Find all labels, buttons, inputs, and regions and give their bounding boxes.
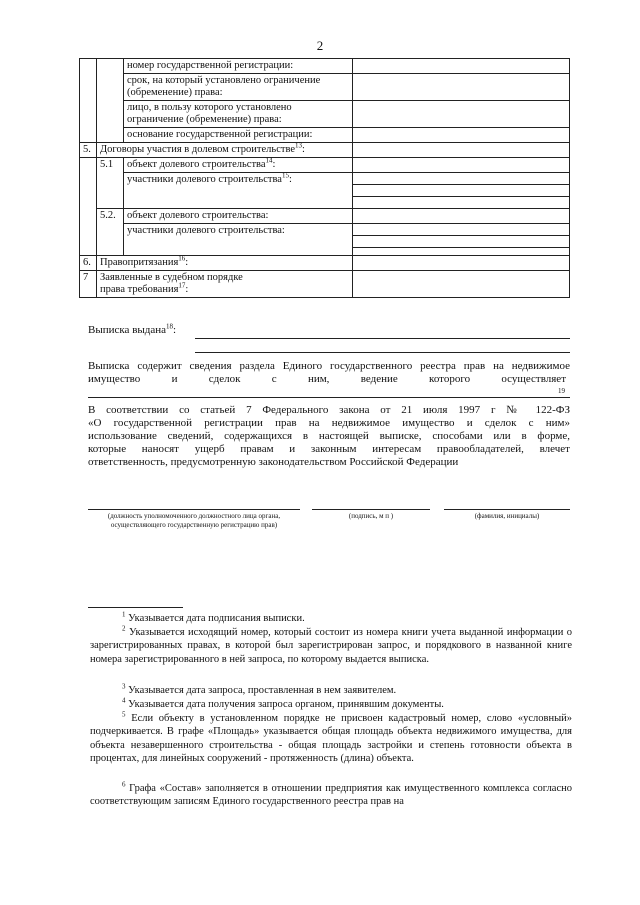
table-row [80, 59, 570, 74]
table-row: 7 Заявленные в судебном порядке права требования$^{17}$: [80, 271, 570, 298]
sub51-object-sup: 14 [265, 156, 273, 165]
row-person: лицо, в пользу которого установлено ограничение (обременение) права: [124, 101, 353, 128]
footnote-separator [88, 607, 183, 608]
table-row [80, 209, 570, 224]
sub51-participants-sup: 15 [281, 171, 289, 180]
table-row [80, 224, 570, 256]
sec6-label: Правопритязания [100, 257, 179, 268]
issued-line [195, 338, 570, 339]
name-line [444, 509, 570, 510]
name-caption: (фамилия, инициалы) [474, 512, 540, 520]
row-reg-number: номер государственной регистрации: [124, 59, 353, 74]
sec7-num: 7 [80, 271, 97, 298]
contains-line [88, 397, 570, 398]
table-row: 6. Правопритязания$^{16}$: [80, 256, 570, 271]
law-line-1: В соответствии со статьей 7 Федерального закона от 21 июля 1997 г № 122-ФЗ [88, 404, 570, 416]
registry-table [79, 58, 570, 298]
sub52-participants: участники долевого строительства: [124, 224, 353, 256]
table-row [80, 101, 570, 128]
contains-sup: 19 [558, 387, 565, 395]
sub52-num: 5.2. [97, 209, 124, 256]
sec5-num: 5. [80, 143, 97, 158]
footnote-3: $^3$ Указывается дата запроса, проставленная в нем заявителем. [122, 682, 397, 696]
law-line-2: «О государственной регистрации прав на недвижимое имущество и сделок с ним» [88, 417, 570, 429]
sec5-label: Договоры участия в долевом строительстве [100, 144, 296, 155]
footnote-2: $^2$ Указывается исходящий номер, который состоит из номера книги учета выданной информации о зарегистрированных правах, в которой был зарегистрирован запрос, и порядкового в названной книге номера зарегистрированного в ней запроса, по которому выдается выписка. [90, 624, 572, 665]
table-row: участники долевого строительства$^{15}$: [80, 173, 570, 209]
row-basis: основание государственной регистрации: [124, 128, 353, 143]
sec7-label-2: права требования [100, 284, 179, 295]
page-number: 2 [316, 38, 324, 53]
contains-line-1: Выписка содержит сведения раздела Единого государственного реестра прав на недвижимое [88, 360, 570, 372]
sub51-participants: участники долевого строительства [127, 174, 282, 185]
sec6-sup: 16 [178, 254, 186, 263]
sign-caption: (подпись, м п ) [348, 512, 394, 520]
row-term: срок, на который установлено ограничение (обременение) права: [124, 74, 353, 101]
contains-line-2: имущество и сделок с ним, ведение которого осуществляет [88, 373, 566, 385]
footnote-5: $^5$ Если объекту в установленном порядке не присвоен кадастровый номер, слово «условный» подчеркивается. В графе «Площадь» указывается общая площадь объекта недвижимого имущества, для объекта незавершенного строительства - общая площадь застройки и степень готовности объекта в процентах, для линейных сооружений - протяженность (длина) объекта. [90, 710, 572, 765]
table-row [80, 74, 570, 101]
position-caption-1: (должность уполномоченного должностного лица органа, [107, 512, 281, 520]
law-line-5: ответственность, предусмотренную законодательством Российской Федерации [88, 456, 459, 468]
sign-line [312, 509, 430, 510]
footnote-6: $^6$ Графа «Состав» заполняется в отношении предприятия как имущественного комплекса согласно соответствующим записям Единого государственного реестра прав на [90, 780, 573, 808]
table-row: 5.1 объект долевого строительства$^{14}$: [80, 158, 570, 173]
sec7-label-1: Заявленные в судебном порядке [100, 272, 243, 283]
law-line-3: использование сведений, содержащихся в настоящей выписке, способами или в форме, [88, 430, 570, 442]
footnote-4: $^4$ Указывается дата получения запроса органом, принявшим документы. [122, 696, 444, 710]
issued-label: Выписка выдана [88, 324, 167, 336]
sub51-object: объект долевого строительства [127, 159, 266, 170]
sec5-sup: 13 [295, 141, 303, 150]
footnote-1: $^1$ Указывается дата подписания выписки. [122, 610, 305, 624]
sub51-num: 5.1 [97, 158, 124, 209]
sec7-sup: 17 [178, 281, 186, 290]
sec6-num: 6. [80, 256, 97, 271]
table-row [80, 128, 570, 143]
issued-sup: 18 [166, 322, 174, 331]
position-line [88, 509, 300, 510]
table-row: 5. Договоры участия в долевом строительстве$^{13}$: [80, 143, 570, 158]
law-line-4: которые наносят ущерб правам и законным интересам правообладателей, влечет [88, 443, 570, 455]
issued-label-block: Выписка выдана$^{18}$: [88, 322, 177, 336]
position-caption-2: осуществляющего государственную регистрацию прав) [110, 521, 278, 529]
sub52-object: объект долевого строительства: [124, 209, 353, 224]
issued-line-2 [195, 352, 570, 353]
